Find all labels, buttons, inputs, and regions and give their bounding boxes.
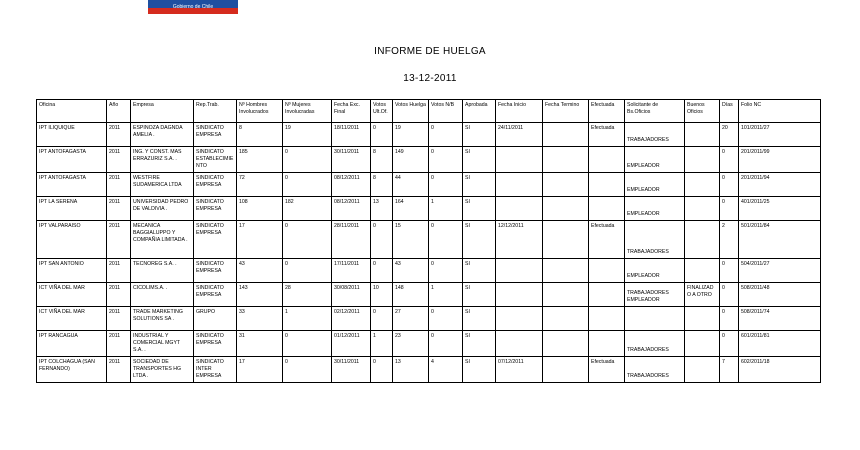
column-header: Votos Huelga <box>393 100 429 123</box>
table-cell: 182 <box>283 197 332 221</box>
table-cell: SINDICATO EMPRESA <box>194 283 237 307</box>
table-cell: 0 <box>720 307 739 331</box>
table-cell: SINDICATO ESTABLECIMIENTO <box>194 147 237 173</box>
column-header: Votos N/B <box>429 100 463 123</box>
table-cell: UNIVERSIDAD PEDRO DE VALDIVIA . <box>131 197 194 221</box>
table-cell <box>496 173 543 197</box>
table-cell <box>543 357 589 383</box>
table-cell: SI <box>463 173 496 197</box>
table-cell: 13 <box>393 357 429 383</box>
table-cell: ING. Y CONST. MAS ERRAZURIZ S.A. . <box>131 147 194 173</box>
column-header: Nº Hombres Involucrados <box>237 100 283 123</box>
table-cell: 28/11/2011 <box>332 221 371 259</box>
table-cell <box>496 307 543 331</box>
table-cell: 31 <box>237 331 283 357</box>
table-cell: 2011 <box>107 307 131 331</box>
table-row <box>37 197 821 221</box>
strike-report-table <box>36 99 821 383</box>
table-cell: 1 <box>429 197 463 221</box>
table-cell <box>496 147 543 173</box>
table-cell <box>543 197 589 221</box>
table-cell <box>496 283 543 307</box>
table-cell <box>589 173 625 197</box>
table-cell: 0 <box>720 147 739 173</box>
table-cell: Efectuada <box>589 357 625 383</box>
table-cell: 13 <box>371 197 393 221</box>
table-cell: 2 <box>720 221 739 259</box>
table-cell: 0 <box>429 307 463 331</box>
table-cell: INDUSTRIAL Y COMERCIAL MGYT S.A. . <box>131 331 194 357</box>
table-cell: 201/2011/94 <box>739 173 821 197</box>
table-cell: 07/12/2011 <box>496 357 543 383</box>
table-cell: 0 <box>371 123 393 147</box>
table-cell <box>543 173 589 197</box>
table-cell: 72 <box>237 173 283 197</box>
table-cell <box>543 307 589 331</box>
table-cell <box>685 307 720 331</box>
table-cell: 0 <box>720 259 739 283</box>
column-header: Rep.Trab. <box>194 100 237 123</box>
table-cell: 01/12/2011 <box>332 331 371 357</box>
table-cell: MECANICA BAGGIALUPPO Y COMPAÑIA LIMITADA . <box>131 221 194 259</box>
table-cell: 8 <box>371 147 393 173</box>
table-cell: 0 <box>283 259 332 283</box>
table-cell: 2011 <box>107 357 131 383</box>
table-cell: 0 <box>429 259 463 283</box>
table-cell: 0 <box>429 331 463 357</box>
table-cell: 601/2011/81 <box>739 331 821 357</box>
table-cell: TRABAJADORES <box>625 331 685 357</box>
table-cell: SI <box>463 259 496 283</box>
table-cell: 0 <box>371 357 393 383</box>
table-cell <box>589 259 625 283</box>
table-cell: 15 <box>393 221 429 259</box>
column-header: Votos Ult.Of. <box>371 100 393 123</box>
table-cell <box>685 331 720 357</box>
table-cell: TRABAJADORES EMPLEADOR <box>625 283 685 307</box>
table-cell: 7 <box>720 357 739 383</box>
table-row <box>37 123 821 147</box>
table-cell: 30/08/2011 <box>332 283 371 307</box>
table-cell <box>589 283 625 307</box>
report-title: INFORME DE HUELGA <box>374 46 486 57</box>
table-cell: 0 <box>371 221 393 259</box>
table-cell: 2011 <box>107 331 131 357</box>
table-cell: FINALIZADO A OTRO <box>685 283 720 307</box>
table-cell: 20 <box>720 123 739 147</box>
table-cell: SINDICATO EMPRESA <box>194 197 237 221</box>
table-cell: IPT SAN ANTONIO <box>37 259 107 283</box>
column-header: Oficina <box>37 100 107 123</box>
table-cell <box>685 259 720 283</box>
table-row <box>37 307 821 331</box>
table-cell <box>543 331 589 357</box>
table-cell: 1 <box>429 283 463 307</box>
table-cell: 08/12/2011 <box>332 197 371 221</box>
table-cell: Efectuada <box>589 123 625 147</box>
column-header: Días <box>720 100 739 123</box>
table-cell: 2011 <box>107 147 131 173</box>
table-cell: 19 <box>393 123 429 147</box>
table-cell: EMPLEADOR <box>625 197 685 221</box>
table-cell: ICT VIÑA DEL MAR <box>37 283 107 307</box>
table-cell: 8 <box>371 173 393 197</box>
table-row <box>37 331 821 357</box>
table-cell: 10 <box>371 283 393 307</box>
column-header: Empresa <box>131 100 194 123</box>
table-row <box>37 147 821 173</box>
table-cell: 24/11/2011 <box>496 123 543 147</box>
table-cell: 201/2011/99 <box>739 147 821 173</box>
table-cell <box>543 259 589 283</box>
table-cell: SI <box>463 307 496 331</box>
table-cell: TRABAJADORES <box>625 221 685 259</box>
table-cell <box>543 283 589 307</box>
table-cell: 108 <box>237 197 283 221</box>
table-cell <box>543 147 589 173</box>
table-cell: IPT ILIQUIQUE <box>37 123 107 147</box>
table-cell: SI <box>463 221 496 259</box>
table-cell: 0 <box>371 259 393 283</box>
table-row <box>37 259 821 283</box>
table-cell <box>496 197 543 221</box>
table-row <box>37 221 821 259</box>
table-cell: 1 <box>283 307 332 331</box>
table-cell: 504/2011/27 <box>739 259 821 283</box>
table-cell: 2011 <box>107 173 131 197</box>
table-cell: 17/11/2011 <box>332 259 371 283</box>
table-cell <box>543 123 589 147</box>
table-cell: 508/2011/74 <box>739 307 821 331</box>
table-cell: 17 <box>237 357 283 383</box>
table-cell <box>496 331 543 357</box>
table-cell: GRUPO <box>194 307 237 331</box>
table-cell: SINDICATO EMPRESA <box>194 173 237 197</box>
table-cell: 0 <box>371 307 393 331</box>
table-cell <box>685 147 720 173</box>
table-cell: IPT LA SERENA <box>37 197 107 221</box>
header-row <box>37 100 821 123</box>
table-cell <box>496 259 543 283</box>
table-cell: 19 <box>283 123 332 147</box>
table-cell: EMPLEADOR <box>625 259 685 283</box>
table-cell: 30/11/2011 <box>332 147 371 173</box>
table-cell: SINDICATO EMPRESA <box>194 259 237 283</box>
table-cell: CICOLIMS.A. . <box>131 283 194 307</box>
table-cell: 12/12/2011 <box>496 221 543 259</box>
column-header: Fecha Exc. Final <box>332 100 371 123</box>
table-cell: TECNOREG S.A. . <box>131 259 194 283</box>
column-header: Solicitante de Bs.Oficios <box>625 100 685 123</box>
table-cell: 0 <box>720 197 739 221</box>
table-cell: 1 <box>371 331 393 357</box>
table-cell: 148 <box>393 283 429 307</box>
table-row <box>37 357 821 383</box>
table-cell: 101/2011/27 <box>739 123 821 147</box>
table-cell: 0 <box>720 283 739 307</box>
table-row <box>37 283 821 307</box>
table-cell: 2011 <box>107 197 131 221</box>
table-cell <box>543 221 589 259</box>
column-header: Aprobada <box>463 100 496 123</box>
table-cell: 0 <box>720 331 739 357</box>
table-body <box>37 123 821 383</box>
table-cell: 185 <box>237 147 283 173</box>
column-header: Fecha Termino <box>543 100 589 123</box>
table-cell: 27 <box>393 307 429 331</box>
table-cell: 0 <box>429 147 463 173</box>
table-cell: SI <box>463 147 496 173</box>
table-cell <box>589 307 625 331</box>
table-cell <box>625 307 685 331</box>
table-cell: 164 <box>393 197 429 221</box>
table-cell: WESTFIRE SUDAMERICA LTDA <box>131 173 194 197</box>
table-cell: 0 <box>283 357 332 383</box>
table-cell: 2011 <box>107 221 131 259</box>
table-cell: 23 <box>393 331 429 357</box>
table-cell: 0 <box>283 147 332 173</box>
table-cell <box>589 197 625 221</box>
table-cell: SINDICATO EMPRESA <box>194 123 237 147</box>
table-cell: 08/12/2011 <box>332 173 371 197</box>
table-cell: SOCIEDAD DE TRANSPORTES HG LTDA . <box>131 357 194 383</box>
table-cell <box>685 173 720 197</box>
table-cell: 0 <box>283 173 332 197</box>
report-date: 13-12-2011 <box>403 73 457 84</box>
table-cell: IPT VALPARAISO <box>37 221 107 259</box>
table-cell: 2011 <box>107 259 131 283</box>
column-header: Nº Mujeres Involucradas <box>283 100 332 123</box>
table-cell: IPT RANCAGUA <box>37 331 107 357</box>
table-cell: SINDICATO EMPRESA <box>194 331 237 357</box>
logo <box>148 0 238 14</box>
column-header: Año <box>107 100 131 123</box>
table-cell: EMPLEADOR <box>625 173 685 197</box>
table-cell: 602/2011/18 <box>739 357 821 383</box>
table-row <box>37 173 821 197</box>
table-cell: EMPLEADOR <box>625 147 685 173</box>
table-cell: 0 <box>283 221 332 259</box>
table-cell: 44 <box>393 173 429 197</box>
table-cell: TRADE MARKETING SOLUTIONS SA . <box>131 307 194 331</box>
table-cell: IPT COLCHAGUA (SAN FERNANDO) <box>37 357 107 383</box>
table-cell: 43 <box>237 259 283 283</box>
table-cell: 143 <box>237 283 283 307</box>
table-cell <box>685 357 720 383</box>
table-cell: SINDICATO EMPRESA <box>194 221 237 259</box>
table-cell: 43 <box>393 259 429 283</box>
table-cell: 33 <box>237 307 283 331</box>
table-cell: 0 <box>429 221 463 259</box>
table-cell: Efectuada <box>589 221 625 259</box>
table-cell <box>685 123 720 147</box>
table-cell: 8 <box>237 123 283 147</box>
table-cell: 401/2011/25 <box>739 197 821 221</box>
logo-text: Gobierno de Chile <box>172 4 214 10</box>
table-cell: 508/2011/48 <box>739 283 821 307</box>
table-cell: 17 <box>237 221 283 259</box>
column-header: Buenos Oficios <box>685 100 720 123</box>
table-cell <box>685 221 720 259</box>
table-cell <box>589 331 625 357</box>
table-cell: SI <box>463 197 496 221</box>
table-cell: SI <box>463 357 496 383</box>
column-header: Folio NC <box>739 100 821 123</box>
table-cell: 02/12/2011 <box>332 307 371 331</box>
table-cell <box>685 197 720 221</box>
table-cell: 0 <box>283 331 332 357</box>
table-cell: ICT VIÑA DEL MAR <box>37 307 107 331</box>
table-cell: 30/11/2011 <box>332 357 371 383</box>
table-cell: 0 <box>429 173 463 197</box>
table-cell: 149 <box>393 147 429 173</box>
table-cell: 18/11/2011 <box>332 123 371 147</box>
table-cell: SI <box>463 331 496 357</box>
table-cell: 28 <box>283 283 332 307</box>
table-cell: 4 <box>429 357 463 383</box>
table-cell: IPT ANTOFAGASTA <box>37 147 107 173</box>
table-cell: IPT ANTOFAGASTA <box>37 173 107 197</box>
table-cell: SI <box>463 123 496 147</box>
table-cell: SINDICATO INTER EMPRESA <box>194 357 237 383</box>
column-header: Fecha Inicio <box>496 100 543 123</box>
table-cell: 0 <box>429 123 463 147</box>
table-cell: 2011 <box>107 283 131 307</box>
table-cell: TRABAJADORES <box>625 357 685 383</box>
table-cell: ESPINOZA DAGNDA AMELIA . <box>131 123 194 147</box>
table-cell <box>589 147 625 173</box>
table-cell: TRABAJADORES <box>625 123 685 147</box>
table-cell: 2011 <box>107 123 131 147</box>
column-header: Efectuada <box>589 100 625 123</box>
table-cell: 501/2011/84 <box>739 221 821 259</box>
table-cell: 0 <box>720 173 739 197</box>
table-cell: SI <box>463 283 496 307</box>
